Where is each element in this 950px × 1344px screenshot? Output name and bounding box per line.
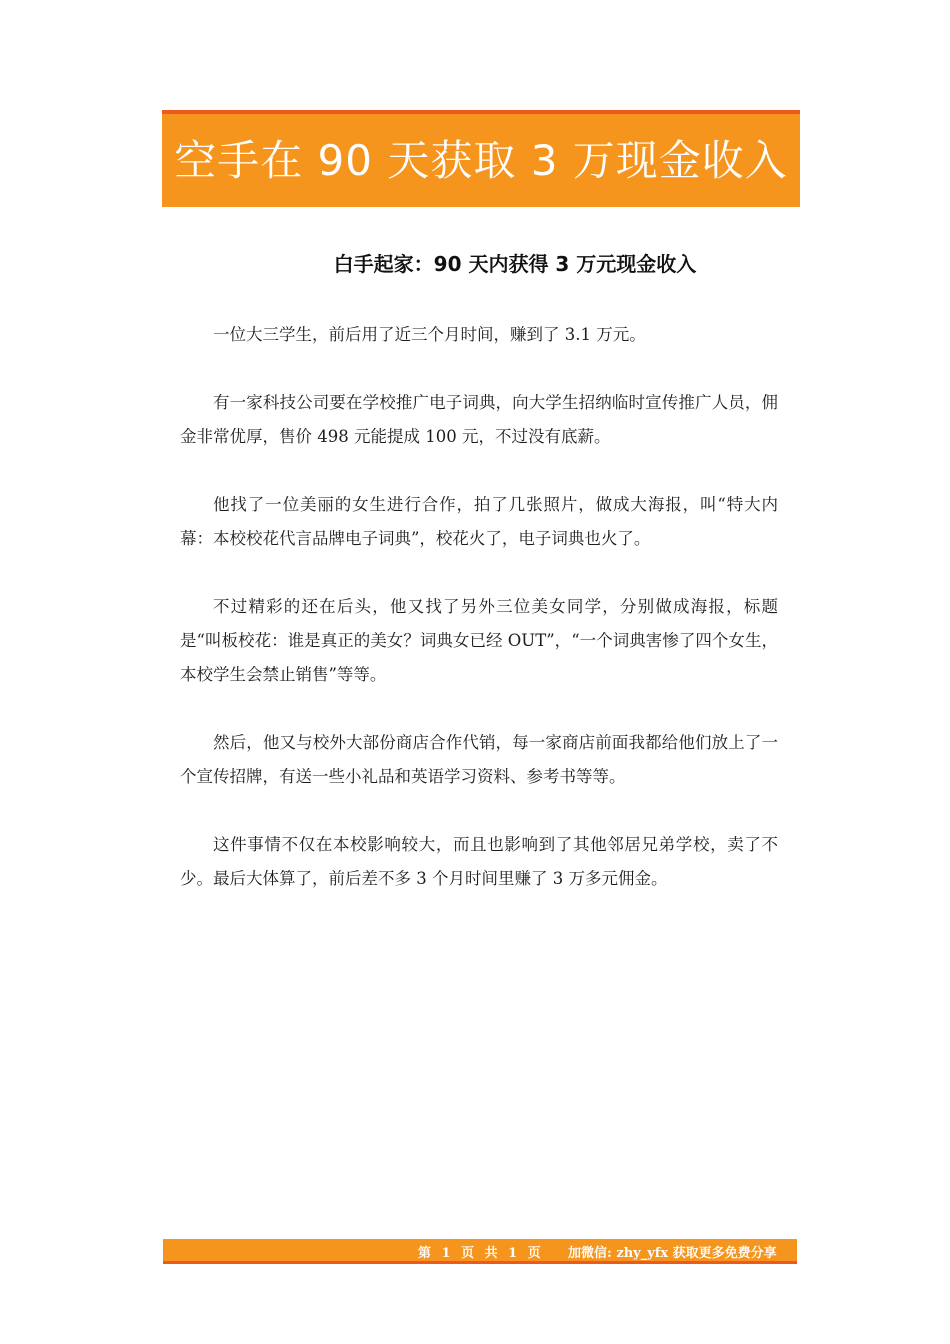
footer-note: 加微信: zhy_yfx 获取更多免费分享	[568, 1246, 777, 1261]
article-heading: 白手起家：90 天内获得 3 万元现金收入	[333, 252, 697, 276]
title-banner	[162, 110, 800, 207]
page-number: 第 1 页 共 1 页	[418, 1246, 544, 1261]
paragraph: 一位大三学生，前后用了近三个月时间，赚到了 3.1 万元。	[213, 325, 646, 344]
banner-title: 空手在 90 天获取 3 万现金收入	[174, 135, 788, 185]
paragraph: 不过精彩的还在后头，他又找了另外三位美女同学，分别做成海报，标题是“叫板校花：谁是真正的美女？词典女已经 OUT”，“一个词典害惨了四个女生，本校学生会禁止销售”等等。	[180, 597, 778, 684]
paragraph: 他找了一位美丽的女生进行合作，拍了几张照片，做成大海报，叫“特大内幕：本校校花代言品牌电子词典”，校花火了，电子词典也火了。	[180, 495, 778, 548]
article-body	[180, 318, 778, 930]
paragraph: 有一家科技公司要在学校推广电子词典，向大学生招纳临时宣传推广人员，佣金非常优厚，售价 498 元能提成 100 元，不过没有底薪。	[180, 393, 778, 446]
paragraph: 这件事情不仅在本校影响较大，而且也影响到了其他邻居兄弟学校，卖了不少。最后大体算了，前后差不多 3 个月时间里赚了 3 万多元佣金。	[180, 835, 778, 888]
paragraph: 然后，他又与校外大部份商店合作代销，每一家商店前面我都给他们放上了一个宣传招牌，有送一些小礼品和英语学习资料、参考书等等。	[180, 733, 778, 786]
